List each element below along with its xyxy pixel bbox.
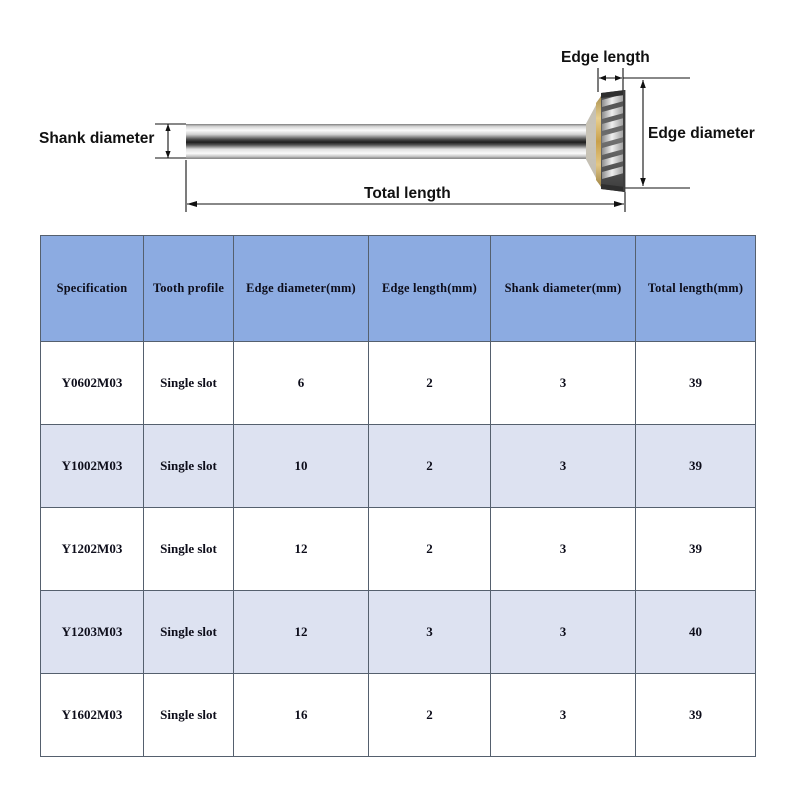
column-header-shank-diameter: Shank diameter(mm)	[491, 236, 636, 342]
cell-edge-length: 2	[369, 425, 491, 508]
column-header-specification: Specification	[41, 236, 144, 342]
table-row	[41, 425, 756, 508]
edge-length-label: Edge length	[561, 49, 650, 66]
cell-edge-diameter: 10	[234, 425, 369, 508]
cell-shank-diameter: 3	[491, 674, 636, 757]
milling-cutter-diagram	[0, 0, 800, 225]
total-length-label: Total length	[364, 185, 451, 202]
cell-shank-diameter: 3	[491, 342, 636, 425]
cell-total-length: 40	[636, 591, 756, 674]
table-row	[41, 674, 756, 757]
cell-total-length: 39	[636, 508, 756, 591]
cell-total-length: 39	[636, 425, 756, 508]
cell-specification: Y1002M03	[41, 425, 144, 508]
cell-edge-length: 3	[369, 591, 491, 674]
cell-shank-diameter: 3	[491, 591, 636, 674]
cell-specification: Y1602M03	[41, 674, 144, 757]
table-row	[41, 342, 756, 425]
column-header-edge-length: Edge length(mm)	[369, 236, 491, 342]
cell-total-length: 39	[636, 674, 756, 757]
specification-table-container	[40, 235, 755, 757]
cell-total-length: 39	[636, 342, 756, 425]
shank-diameter-label: Shank diameter	[39, 130, 155, 147]
cell-tooth-profile: Single slot	[144, 425, 234, 508]
cell-tooth-profile: Single slot	[144, 508, 234, 591]
cell-edge-length: 2	[369, 508, 491, 591]
cell-tooth-profile: Single slot	[144, 342, 234, 425]
cell-tooth-profile: Single slot	[144, 591, 234, 674]
column-header-tooth-profile: Tooth profile	[144, 236, 234, 342]
column-header-total-length: Total length(mm)	[636, 236, 756, 342]
cell-specification: Y0602M03	[41, 342, 144, 425]
specification-table	[40, 235, 756, 757]
edge-diameter-label: Edge diameter	[648, 125, 755, 142]
cell-tooth-profile: Single slot	[144, 674, 234, 757]
cell-edge-diameter: 16	[234, 674, 369, 757]
column-header-edge-diameter: Edge diameter(mm)	[234, 236, 369, 342]
table-row	[41, 508, 756, 591]
cell-edge-diameter: 6	[234, 342, 369, 425]
cell-edge-length: 2	[369, 342, 491, 425]
cell-edge-diameter: 12	[234, 508, 369, 591]
cell-edge-length: 2	[369, 674, 491, 757]
cell-shank-diameter: 3	[491, 425, 636, 508]
cell-shank-diameter: 3	[491, 508, 636, 591]
table-row	[41, 591, 756, 674]
table-header-row	[41, 236, 756, 342]
cell-specification: Y1202M03	[41, 508, 144, 591]
cell-edge-diameter: 12	[234, 591, 369, 674]
cell-specification: Y1203M03	[41, 591, 144, 674]
